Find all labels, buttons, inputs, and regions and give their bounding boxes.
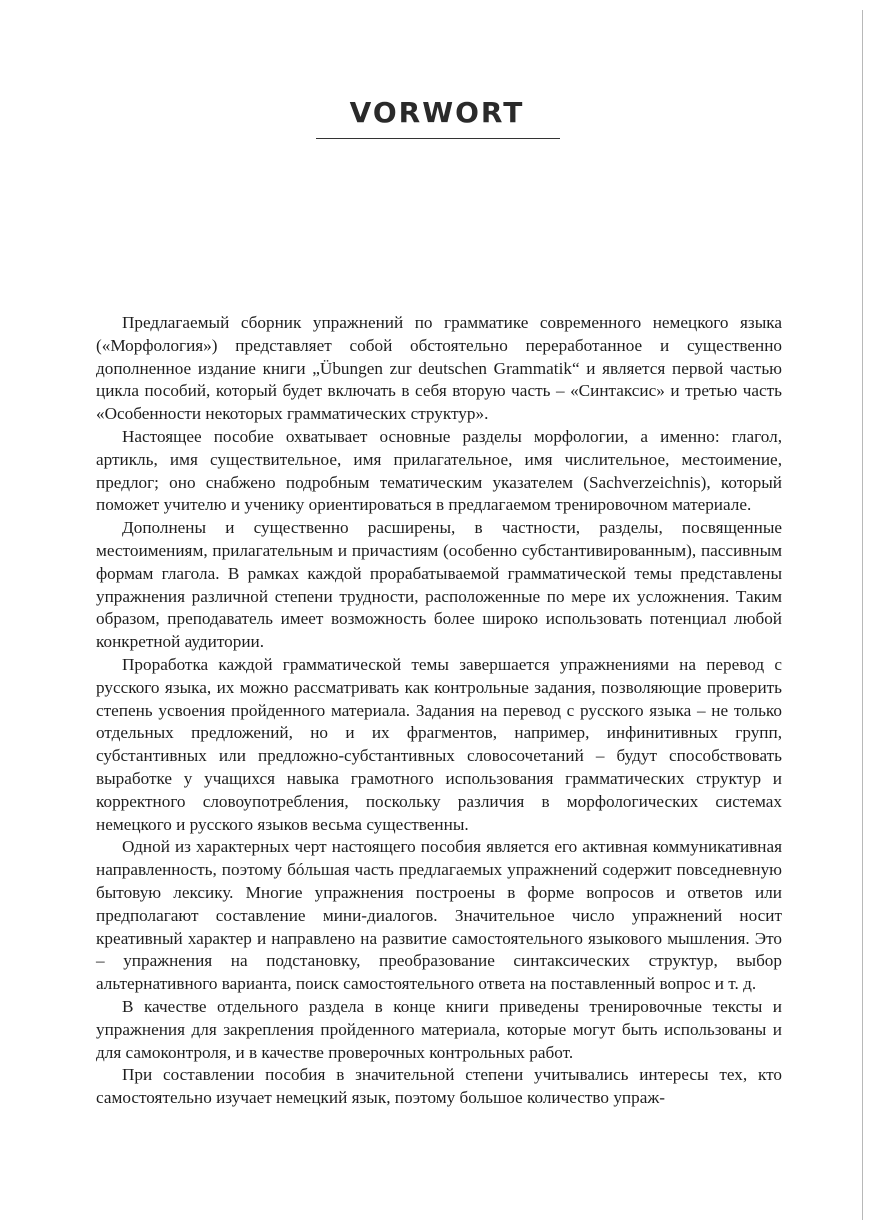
paragraph-2: Настоящее пособие охватывает основные разделы морфологии, а именно: глагол, артикль, имя существительное, имя прилагательное, имя числительное, местоимение, предлог; оно снабжено подробным тематическим указателем (Sachverzeichnis), который поможет учителю и ученику ориентироваться в предлагаемом тренировочном материале. <box>96 426 782 515</box>
paragraph-6: В качестве отдельного раздела в конце книги приведены тренировочные тексты и упражнения для закрепления пройденного материала, которые могут быть использованы и для самоконтроля, и в качестве проверочных контрольных работ. <box>96 996 782 1062</box>
paragraph-4: Проработка каждой грамматической темы завершается упражнениями на перевод с русского языка, их можно рассматривать как контрольные задания, позволяющие проверить степень усвоения пройденного материала. Задания на перевод с русского языка – не только отдельных предложений, но и их фрагментов, например, инфинитивных групп, субстантивных или предложно-субстантивных словосочетаний – будут способствовать выработке у учащихся навыка грамотного использования грамматических структур и корректного словоупотребления, поскольку различия в морфологических системах немецкого и русского языков весьма существенны. <box>96 654 782 834</box>
paragraph-7: При составлении пособия в значительной степени учитывались интересы тех, кто самостоятельно изучает немецкий язык, поэтому большое количество упраж- <box>96 1065 782 1108</box>
paragraph-3: Дополнены и существенно расширены, в частности, разделы, посвященные местоимениям, прилагательным и причастиям (особенно субстантивированным), пассивным формам глагола. В рамках каждой прорабатываемой грамматической темы представлены упражнения различной степени трудности, расположенные по мере их усложнения. Таким образом, преподаватель имеет возможность более широко использовать потенциал любой конкретной аудитории. <box>96 518 782 652</box>
title-underline <box>316 138 560 139</box>
body-text <box>96 312 782 1110</box>
page-title: VORWORT <box>349 96 525 129</box>
paragraph-1: Предлагаемый сборник упражнений по грамматике современного немецкого языка («Морфология») представляет собой обстоятельно переработанное и существенно дополненное издание книги „Übungen zur deutschen Grammatik“ и является первой частью цикла пособий, который будет включать в себя вторую часть – «Синтаксис» и третью часть «Особенности некоторых грамматических структур». <box>96 313 782 424</box>
paragraph-5: Одной из характерных черт настоящего пособия является его активная коммуникативная направленность, поэтому бóльшая часть предлагаемых упражнений содержит повседневную бытовую лексику. Многие упражнения построены в форме вопросов и ответов или предполагают составление мини-диалогов. Значительное число упражнений носит креативный характер и направлено на развитие самостоятельного языкового мышления. Это – упражнения на подстановку, преобразование синтаксических структур, выбор альтернативного варианта, поиск самостоятельного ответа на поставленный вопрос и т. д. <box>96 837 782 994</box>
